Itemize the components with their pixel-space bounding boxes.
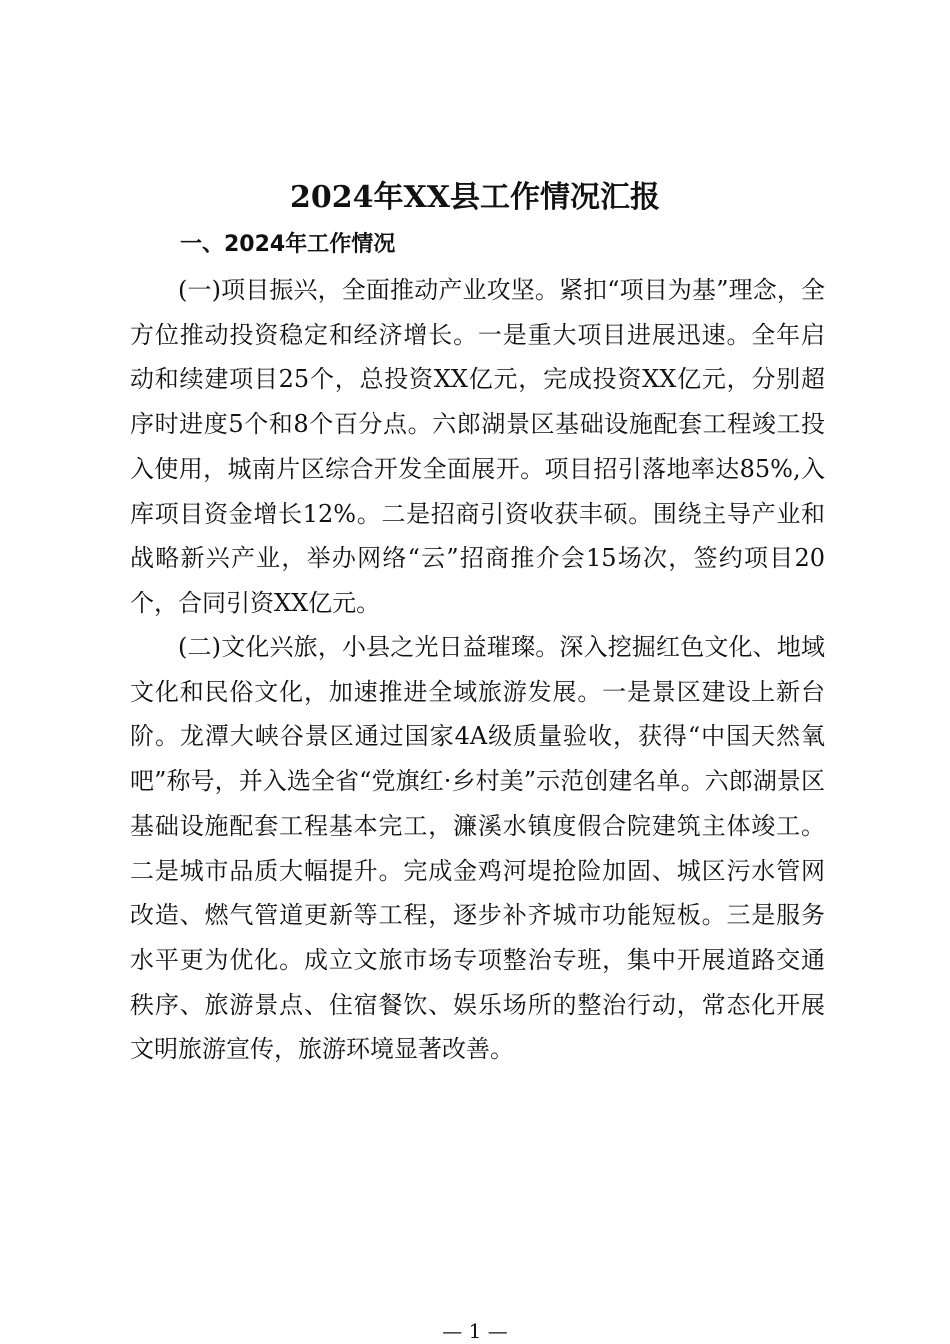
- paragraph-project-revitalization: (一)项目振兴，全面推动产业攻坚。紧扣“项目为基”理念，全方位推动投资稳定和经济增长。一是重大项目进展迅速。全年启动和续建项目25个，总投资XX亿元，完成投资XX亿元，分别超序时进度5个和8个百分点。六郎湖景区基础设施配套工程竣工投入使用，城南片区综合开发全面展开。项目招引落地率达85%,入库项目资金增长12%。二是招商引资收获丰硕。围绕主导产业和战略新兴产业，举办网络“云”招商推介会15场次，签约项目20个，合同引资XX亿元。: [130, 276, 825, 617]
- page-number: — 1 —: [442, 1319, 508, 1343]
- section-heading: 一、2024年工作情况: [180, 232, 396, 257]
- document-title: 2024年XX县工作情况汇报: [289, 180, 661, 215]
- paragraph-culture-tourism: (二)文化兴旅，小县之光日益璀璨。深入挖掘红色文化、地域文化和民俗文化，加速推进全域旅游发展。一是景区建设上新台阶。龙潭大峡谷景区通过国家4A级质量验收，获得“中国天然氧吧”称号，并入选全省“党旗红·乡村美”示范创建名单。六郎湖景区基础设施配套工程基本完工，濂溪水镇度假合院建筑主体竣工。二是城市品质大幅提升。完成金鸡河堤抢险加固、城区污水管网改造、燃气管道更新等工程，逐步补齐城市功能短板。三是服务水平更为优化。成立文旅市场专项整治专班，集中开展道路交通秩序、旅游景点、住宿餐饮、娱乐场所的整治行动，常态化开展文明旅游宣传，旅游环境显著改善。: [130, 633, 825, 1064]
